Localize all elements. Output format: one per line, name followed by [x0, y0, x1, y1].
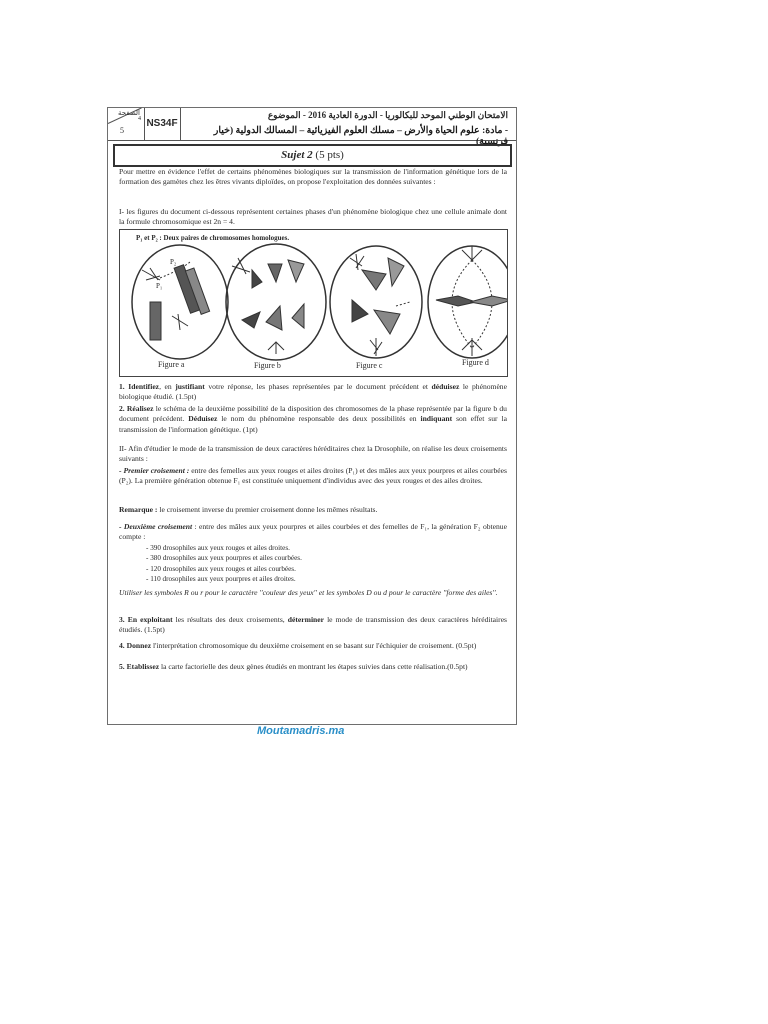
result-item: - 120 drosophiles aux yeux rouges et ailes courbées.: [146, 564, 296, 573]
figure-d-label: Figure d: [462, 358, 489, 367]
part2-intro: II- Afin d'étudier le mode de la transmission de deux caractères héréditaires chez la Drosophile, on réalise les deux croisements suivants :: [119, 444, 507, 464]
page-number: 4: [138, 116, 141, 122]
cell-d: [428, 246, 507, 358]
cross-1: - Premier croisement : entre des femelles aux yeux rouges et ailes droites (P₁) et des mâles aux yeux pourpres et ailes courbées (P₂). La première génération obtenue F₁ est constituée uniquement d'individus avec des yeux rouges et des ailes droites.: [119, 466, 507, 486]
page-label: الصفحة: [118, 109, 140, 117]
result-item: - 390 drosophiles aux yeux rouges et ailes droites.: [146, 544, 290, 552]
symbols-note: Utiliser les symboles R ou r pour le caractère ''couleur des yeux'' et les symboles D ou d pour le caractère ''forme des ailes''.: [119, 588, 498, 597]
subject-name: Sujet 2: [281, 149, 313, 161]
moutamadris-logo[interactable]: Moutamadris.ma: [257, 725, 345, 737]
figure-c-label: Figure c: [356, 361, 383, 370]
result-item: - 110 drosophiles aux yeux pourpres et ailes droites.: [146, 575, 296, 584]
page-number-box: [108, 108, 145, 140]
question-2: 2. Réalisez le schéma de la deuxième possibilité de la disposition des chromosomes de la phase représentée par la figure b du document précédent. Déduisez le nom du phénomène responsable des deux possibilités en indiquant son effet sur la transmission de l'information génétique. (1pt): [119, 404, 507, 434]
figure-b-label: Figure b: [254, 361, 281, 370]
cell-b: [226, 244, 326, 360]
exam-header: [108, 108, 516, 147]
exam-code: NS34F: [144, 108, 181, 140]
figure-caption: P₁ et P₂ : Deux paires de chromosomes homologues.: [136, 234, 290, 242]
mitosis-figure: [119, 229, 508, 377]
question-1: 1. Identifiez, en justifiant votre réponse, les phases représentées par le document précédent et déduisez le phénomène biologique étudié. (1.5pt): [119, 382, 507, 402]
remark: Remarque : le croisement inverse du premier croisement donne les mêmes résultats.: [119, 505, 378, 514]
cell-c: [330, 246, 422, 358]
label-p1: P₁: [156, 282, 163, 290]
header-line-2: - مادة: علوم الحياة والأرض – مسلك العلوم الفيزيائية – المسالك الدولية (خيار فرنسية): [213, 126, 508, 147]
question-3: 3. En exploitant les résultats des deux croisements, déterminer le mode de transmission des deux caractères héréditaires étudiés. (1.5pt): [119, 615, 508, 635]
result-item: - 380 drosophiles aux yeux pourpres et ailes courbées.: [146, 554, 302, 563]
exam-page: [107, 107, 517, 725]
subject-title: [113, 144, 512, 167]
intro-paragraph: Pour mettre en évidence l'effet de certains phénomènes biologiques sur la transmission de l'information génétique lors de la formation des gamètes chez les êtres vivants diploïdes, on propose l'exploitation des données suivantes :: [119, 167, 507, 187]
results-list: [146, 543, 302, 585]
question-5: 5. Etablissez la carte factorielle des deux gènes étudiés en montrant les étapes suivies dans cette réalisation.(0.5pt): [119, 662, 468, 671]
label-p2: P₂: [170, 258, 177, 266]
figure-a-label: Figure a: [158, 360, 185, 369]
page-total: 5: [120, 126, 124, 135]
subject-points: (5 pts): [312, 149, 344, 161]
cell-drawings: [120, 230, 507, 376]
header-line-1: الامتحان الوطني الموحد للبكالوريا - الدورة العادية 2016 - الموضوع: [267, 110, 508, 120]
part1-intro: I- les figures du document ci-dessous représentent certaines phases d'un phénomène biologique chez une cellule animale dont la formule chromosomique est 2n = 4.: [119, 207, 507, 227]
cross-2: - Deuxième croisement : entre des mâles aux yeux pourpres et ailes courbées et des femelles de F₁, la génération F₂ obtenue compte :: [119, 522, 507, 542]
cell-a: [132, 245, 228, 359]
question-4: 4. Donnez l'interprétation chromosomique du deuxième croisement en se basant sur l'échiquier de croisement. (0.5pt): [119, 641, 477, 650]
